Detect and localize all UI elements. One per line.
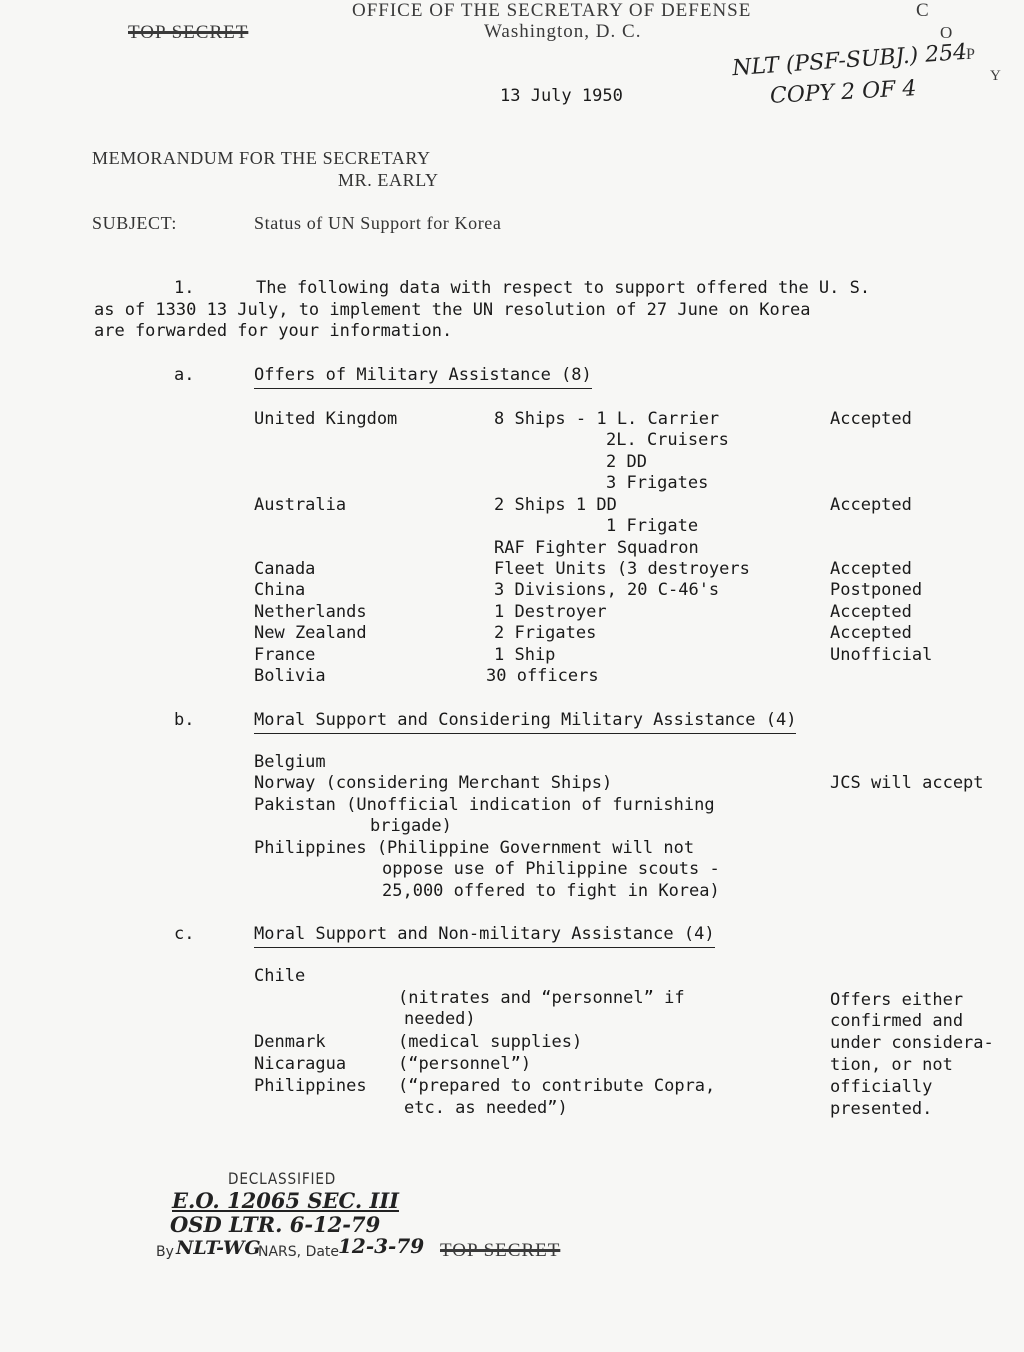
section-c-title: Moral Support and Non-military Assistance (4) xyxy=(254,924,715,948)
declassified-stamp: DECLASSIFIED xyxy=(228,1169,337,1188)
chile-detail-line-1: (nitrates and “personnel” if xyxy=(398,988,685,1008)
australia-status: Accepted xyxy=(830,495,912,515)
denmark-detail: (medical supplies) xyxy=(398,1032,583,1052)
classification-top: TOP SECRET xyxy=(128,22,249,43)
country-philippines-c: Philippines xyxy=(254,1076,367,1096)
australia-offer-line-3: RAF Fighter Squadron xyxy=(494,538,699,558)
norway-line: Norway (considering Merchant Ships) xyxy=(254,773,613,793)
australia-offer-line-1: 2 Ships 1 DD xyxy=(494,495,617,515)
norway-note: JCS will accept xyxy=(830,773,984,793)
section-c-note-line-4: tion, or not xyxy=(830,1055,953,1075)
france-offer: 1 Ship xyxy=(494,645,556,665)
uk-status: Accepted xyxy=(830,409,912,429)
philippines-b-line-2: oppose use of Philippine scouts - xyxy=(382,859,720,879)
classification-bottom: TOP SECRET xyxy=(440,1240,561,1261)
paragraph-line-2: as of 1330 13 July, to implement the UN resolution of 27 June on Korea xyxy=(94,300,811,320)
declass-by-label: By xyxy=(156,1244,174,1260)
copy-stamp-p: P xyxy=(966,46,976,63)
memo-to-line: MEMORANDUM FOR THE SECRETARY xyxy=(92,148,431,168)
uk-offer-line-1: 8 Ships - 1 L. Carrier xyxy=(494,409,720,429)
section-c-note-line-2: confirmed and xyxy=(830,1011,964,1031)
philippines-b-line-1: Philippines (Philippine Government will not xyxy=(254,838,695,858)
nicaragua-detail: (“personnel”) xyxy=(398,1054,532,1074)
copy-stamp-o: O xyxy=(940,23,954,42)
section-c-note-line-5: officially xyxy=(830,1077,933,1097)
country-united-kingdom: United Kingdom xyxy=(254,409,398,429)
handwritten-copy-number: COPY 2 OF 4 xyxy=(769,76,918,109)
australia-offer-line-2: 1 Frigate xyxy=(606,516,699,536)
declass-eo-line: E.O. 12065 SEC. III xyxy=(172,1188,399,1213)
declass-ltr-line: OSD LTR. 6-12-79 xyxy=(170,1212,381,1237)
chile-detail-line-2: needed) xyxy=(404,1009,476,1029)
china-offer: 3 Divisions, 20 C-46's xyxy=(494,580,720,600)
bolivia-offer: 30 officers xyxy=(486,666,599,686)
section-b-letter: b. xyxy=(174,710,195,730)
section-a-title: Offers of Military Assistance (8) xyxy=(254,365,592,389)
paragraph-line-3: are forwarded for your information. xyxy=(94,321,453,341)
office-title: OFFICE OF THE SECRETARY OF DEFENSE xyxy=(352,0,752,21)
declass-date: 12-3-79 xyxy=(338,1234,425,1258)
section-c-note-line-6: presented. xyxy=(830,1099,933,1119)
handwritten-reference: NLT (PSF-SUBJ.) 254 xyxy=(731,39,968,82)
netherlands-offer: 1 Destroyer xyxy=(494,602,607,622)
memo-date: 13 July 1950 xyxy=(500,86,623,106)
new-zealand-offer: 2 Frigates xyxy=(494,623,597,643)
country-france: France xyxy=(254,645,316,665)
copy-stamp-y: Y xyxy=(990,68,1002,84)
subject-text: Status of UN Support for Korea xyxy=(254,213,502,233)
philippines-c-detail-line-2: etc. as needed”) xyxy=(404,1098,568,1118)
office-location: Washington, D. C. xyxy=(484,21,642,42)
copy-stamp-c: C xyxy=(916,0,930,21)
memo-to-name: MR. EARLY xyxy=(338,170,439,190)
china-status: Postponed xyxy=(830,580,923,600)
section-a-letter: a. xyxy=(174,365,195,385)
country-new-zealand: New Zealand xyxy=(254,623,367,643)
declass-by-initials: NLT-WG xyxy=(176,1237,261,1259)
section-c-letter: c. xyxy=(174,924,195,944)
canada-offer: Fleet Units (3 destroyers xyxy=(494,559,750,579)
country-australia: Australia xyxy=(254,495,347,515)
france-status: Unofficial xyxy=(830,645,933,665)
philippines-b-line-3: 25,000 offered to fight in Korea) xyxy=(382,881,720,901)
country-belgium: Belgium xyxy=(254,752,326,772)
section-c-note-line-1: Offers either xyxy=(830,990,964,1010)
uk-offer-line-4: 3 Frigates xyxy=(606,473,709,493)
paragraph-number: 1. xyxy=(174,278,195,298)
uk-offer-line-3: 2 DD xyxy=(606,452,647,472)
uk-offer-line-2: 2L. Cruisers xyxy=(606,430,729,450)
subject-label: SUBJECT: xyxy=(92,213,177,233)
country-bolivia: Bolivia xyxy=(254,666,326,686)
country-chile: Chile xyxy=(254,966,306,986)
section-c-note-line-3: under considera- xyxy=(830,1033,994,1053)
new-zealand-status: Accepted xyxy=(830,623,912,643)
section-b-title: Moral Support and Considering Military Assistance (4) xyxy=(254,710,796,734)
netherlands-status: Accepted xyxy=(830,602,912,622)
country-canada: Canada xyxy=(254,559,316,579)
paragraph-line-1: The following data with respect to support offered the U. S. xyxy=(256,278,871,298)
country-denmark: Denmark xyxy=(254,1032,326,1052)
declass-nars-label: NARS, Date xyxy=(258,1244,340,1260)
canada-status: Accepted xyxy=(830,559,912,579)
pakistan-line-1: Pakistan (Unofficial indication of furnishing xyxy=(254,795,715,815)
country-nicaragua: Nicaragua xyxy=(254,1054,347,1074)
philippines-c-detail-line-1: (“prepared to contribute Copra, xyxy=(398,1076,716,1096)
country-china: China xyxy=(254,580,306,600)
country-netherlands: Netherlands xyxy=(254,602,367,622)
pakistan-line-2: brigade) xyxy=(370,816,452,836)
